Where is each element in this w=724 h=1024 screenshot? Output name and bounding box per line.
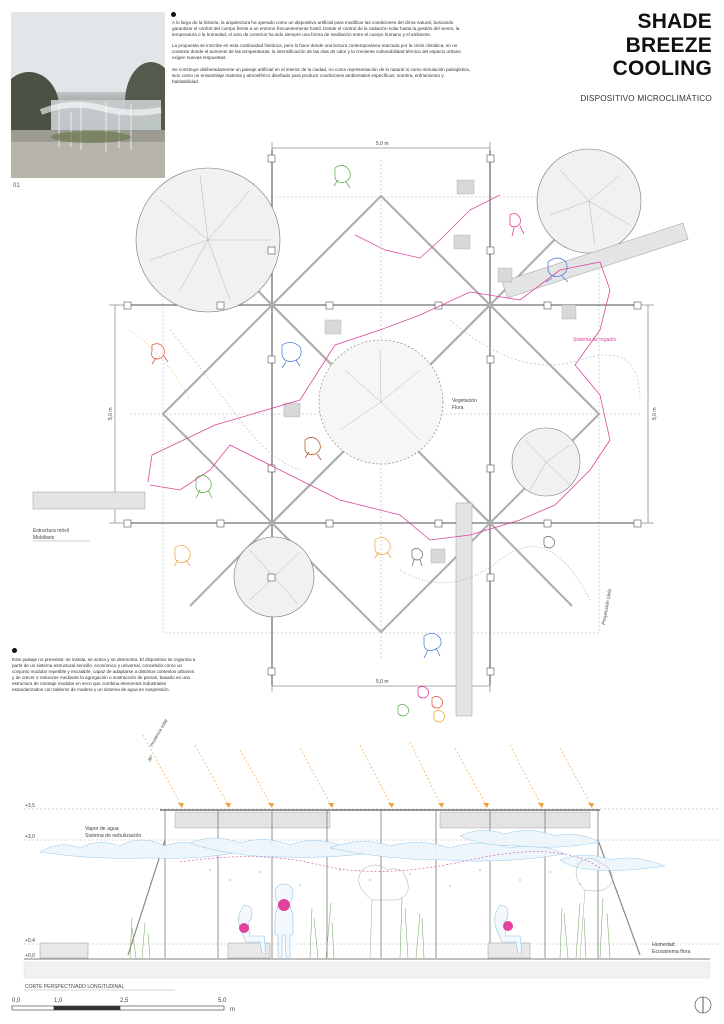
mist-droplets	[209, 869, 581, 887]
section-trees	[359, 858, 613, 958]
title-line-1: SHADE	[637, 10, 712, 33]
scale-tick-0: 0,0	[12, 998, 21, 1004]
section-caption: CORTE PERSPECTIVADO LONGITUDINAL	[25, 984, 125, 990]
label-structure-2: Mobiliario	[33, 535, 55, 541]
ground-band	[24, 962, 710, 978]
scale-tick-3: 5,0	[218, 998, 227, 1004]
dim-right-label: 5,0 m	[652, 407, 658, 420]
level-lines	[24, 809, 720, 944]
scale-unit: m	[230, 1007, 235, 1013]
label-water-vapor-1: Vapor de agua	[85, 826, 119, 832]
north-arrow-icon	[695, 997, 711, 1013]
level-0-4: +0,4	[25, 938, 35, 944]
label-vegetation-2: Flora	[452, 405, 464, 411]
shade-panels	[175, 812, 590, 828]
intro-paragraph-2: La propuesta se inscribe en esta continuidad histórica, pero lo hace desde una lectura contemporánea marcada por la crisis climática, en un contexto donde el aumento de las temperaturas, la intensificación de las olas de calor y la creciente vulnerabilidad térmica del espacio urbano exigen nuevas respuestas.	[172, 43, 461, 61]
scale-bar	[12, 1006, 224, 1010]
dim-top-label: 5,0 m	[376, 141, 389, 147]
label-sky-projection: Proyección cielo	[601, 588, 614, 626]
section-bracing	[128, 840, 640, 955]
label-vegetation-1: Vegetación	[452, 398, 477, 404]
level-3-0: +3,0	[25, 834, 35, 840]
level-3-5: +3,5	[25, 803, 35, 809]
sun-ray-arrows	[178, 803, 594, 808]
section-people	[239, 884, 522, 957]
label-water-vapor-2: Sistema de nebulización	[85, 833, 142, 839]
label-humidity-2: Ecosistema flora	[652, 949, 691, 955]
label-solar-incidence-1: Incidencia solar	[148, 717, 169, 748]
sun-rays	[143, 735, 590, 803]
section-benches	[40, 943, 530, 958]
description-text: Este paisaje no preexiste: se instala, se activa y se desmonta. El dispositivo se organiza a partir de un sistema estructural sencillo, económico y universal, concebido como un conjunto modular repetible y escalable, capaz de adaptarse a distintos contextos urbanos y de crecer o reducirse mediante la agregación o sustracción de piezas, basado en una estructura de montaje modular en seco que combina elementos industriales estandarizados con tableros de madera y un sistema de agua en suspensión.	[12, 657, 196, 693]
page-subtitle: DISPOSITIVO MICROCLIMÁTICO	[580, 94, 712, 103]
scale-tick-2: 2,5	[120, 998, 129, 1004]
section-vegetation	[130, 898, 610, 958]
photo-label: 01	[13, 183, 20, 189]
intro-paragraph-3: Se construye deliberadamente un paisaje artificial en el interior de la ciudad, no como representación de lo natural ni como simulación paisajística, sino como un ensamblaje material y atmosférico diseñado para producir condiciones ambientales específicas: sombra, enfriamiento y habitabilidad.	[172, 66, 470, 84]
title-line-3: COOLING	[612, 57, 712, 80]
label-irrigation: Sistema de regadío	[573, 337, 617, 343]
intro-paragraph-1: A lo largo de la historia, la arquitectura ha operado como un dispositivo artificial para modificar las condiciones del clima natural, buscando garantizar el confort del cuerpo frente a un entorno frecuentemente hostil. Desde el control de la radiación solar hasta la gestión del viento, la temperatura o la humedad, el acto de construir ha sido siempre una forma de mediación entre el cuerpo humano y el ambiente.	[172, 20, 460, 38]
dim-bottom-label: 5,0 m	[376, 679, 389, 685]
label-humidity-1: Humedad	[652, 942, 675, 948]
title-line-2: BREEZE	[625, 33, 712, 57]
label-structure-1: Estructura móvil	[33, 528, 69, 534]
scale-tick-1: 1,0	[54, 998, 63, 1004]
label-solar-incidence-2: 30°	[146, 754, 155, 763]
dim-left-label: 5,0 m	[108, 407, 114, 420]
level-0-0: +0,0	[25, 953, 35, 959]
